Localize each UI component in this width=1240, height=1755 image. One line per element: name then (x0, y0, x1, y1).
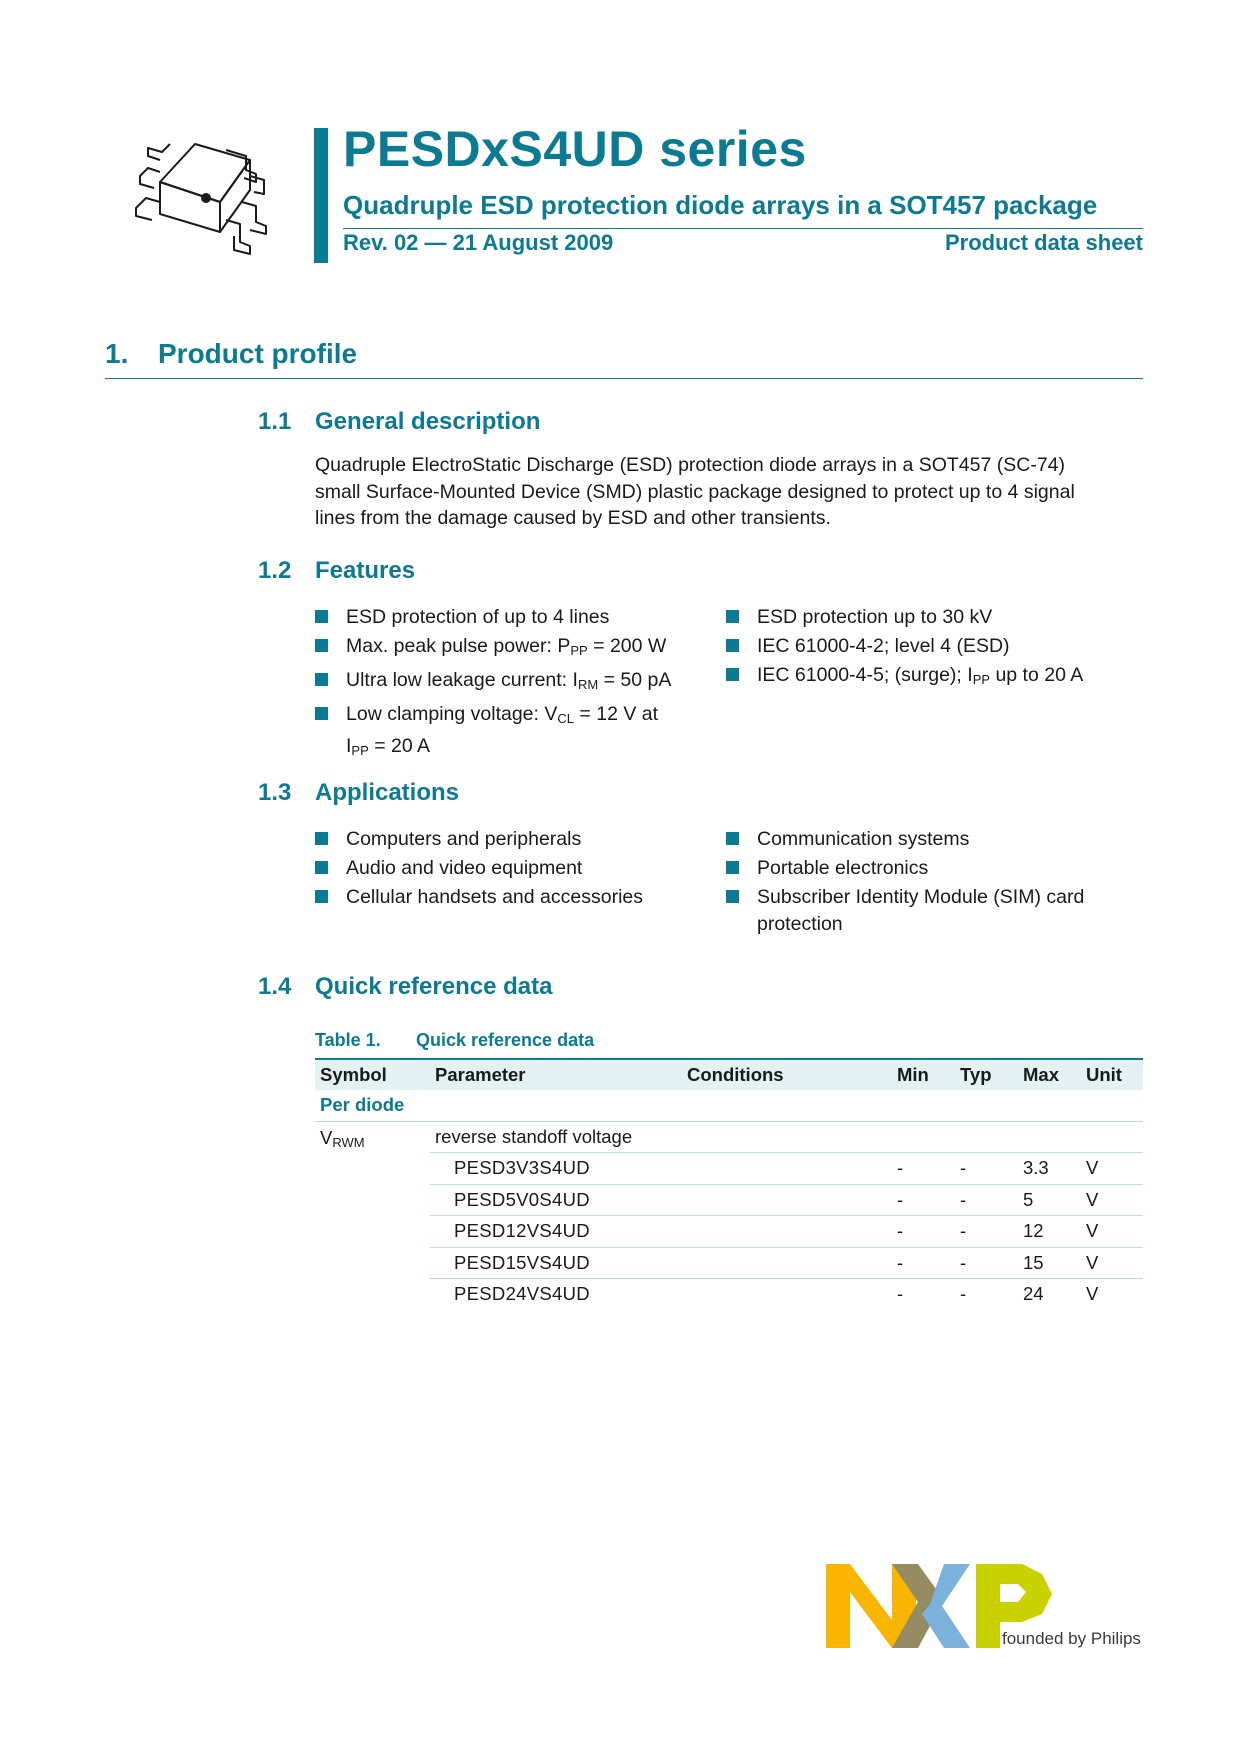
unit-cell: V (1081, 1184, 1143, 1216)
subsection-title-applications: Applications (315, 779, 460, 806)
typ-cell: - (955, 1216, 1018, 1248)
general-description-paragraph (315, 452, 1145, 532)
paragraph-line: small Surface-Mounted Device (SMD) plastic package designed to protect up to 4 signal (315, 480, 1075, 503)
min-cell: - (892, 1216, 955, 1248)
table-row (315, 1121, 1143, 1153)
title-accent-bar (314, 128, 328, 263)
min-cell: - (892, 1247, 955, 1279)
applications-list-right (726, 826, 1146, 940)
logo-tagline: founded by Philips (1002, 1629, 1141, 1648)
column-header: Max (1018, 1059, 1081, 1090)
feature-item: IEC 61000-4-5; (surge); $I_{PP}$ up to 20 A (726, 662, 1146, 694)
column-header: Symbol (315, 1059, 430, 1090)
column-header: Typ (955, 1059, 1018, 1090)
device-cell: PESD5V0S4UD (430, 1184, 682, 1216)
table-row (315, 1184, 1143, 1216)
typ-cell: - (955, 1247, 1018, 1279)
application-item: Audio and video equipment (315, 855, 715, 882)
table-row (315, 1216, 1143, 1248)
column-header: Min (892, 1059, 955, 1090)
document-title: PESDxS4UD series (343, 121, 807, 177)
application-item: Communication systems (726, 826, 1146, 853)
application-item: Subscriber Identity Module (SIM) card protection (726, 884, 1146, 937)
column-header: Unit (1081, 1059, 1143, 1090)
bullet-square-icon (726, 610, 739, 623)
typ-cell: - (955, 1153, 1018, 1185)
max-cell: 15 (1018, 1247, 1081, 1279)
device-cell: PESD12VS4UD (430, 1216, 682, 1248)
nxp-logo (826, 1564, 1146, 1660)
subsection-number: 1.1 (258, 408, 292, 435)
conditions-cell (682, 1279, 892, 1310)
document-type: Product data sheet (944, 230, 1143, 255)
bullet-square-icon (726, 668, 739, 681)
feature-item: ESD protection up to 30 kV (726, 604, 1146, 631)
max-cell: 5 (1018, 1184, 1081, 1216)
table-caption-title: Quick reference data (416, 1030, 595, 1050)
applications-list-left (315, 826, 715, 913)
table-row (315, 1247, 1143, 1279)
feature-item: Low clamping voltage: $V_{CL} = 12$ V at $I_{PP} = 20$ A (315, 701, 715, 764)
min-cell: - (897, 1283, 904, 1305)
application-item: Cellular handsets and accessories (315, 884, 715, 911)
device-cell: PESD3V3S4UD (430, 1153, 682, 1185)
bullet-square-icon (726, 639, 739, 652)
paragraph-line: lines from the damage caused by ESD and other transients. (315, 507, 831, 529)
min-cell: - (892, 1153, 955, 1185)
unit-cell: V (1081, 1216, 1143, 1248)
column-header: Conditions (682, 1059, 892, 1090)
table-row (315, 1279, 1143, 1310)
min-cell: - (892, 1184, 955, 1216)
subsection-number: 1.4 (258, 973, 292, 1000)
subsection-title-features: Features (315, 557, 416, 584)
section-divider (105, 378, 1143, 379)
table-group-row (315, 1090, 1143, 1121)
unit-cell: V (1081, 1153, 1143, 1185)
section-number: 1. (105, 338, 129, 369)
max-cell: 24 (1023, 1283, 1044, 1305)
header-divider (343, 228, 1143, 229)
feature-item: IEC 61000-4-2; level 4 (ESD) (726, 633, 1146, 660)
conditions-cell (682, 1247, 892, 1279)
table-header-row (315, 1059, 1143, 1090)
quick-reference-table (315, 1058, 1143, 1310)
sot457-package-illustration (130, 132, 290, 262)
application-item: Computers and peripherals (315, 826, 715, 853)
max-cell: 3.3 (1018, 1153, 1081, 1185)
feature-item: Max. peak pulse power: $P_{PP} = 200$ W (315, 633, 715, 665)
group-label: Per diode (315, 1090, 1143, 1121)
features-list-left (315, 604, 715, 767)
column-header: Parameter (430, 1059, 682, 1090)
device-cell: PESD15VS4UD (430, 1247, 682, 1279)
feature-item: Ultra low leakage current: $I_{RM} = 50$ pA (315, 667, 715, 699)
parameter-cell: reverse standoff voltage (430, 1121, 1143, 1153)
feature-item: ESD protection of up to 4 lines (315, 604, 715, 631)
revision-date: Rev. 02 — 21 August 2009 (343, 230, 614, 255)
typ-cell: - (955, 1184, 1018, 1216)
conditions-cell (682, 1216, 892, 1248)
table-row (315, 1153, 1143, 1185)
section-title: Product profile (158, 338, 358, 369)
bullet-square-icon (315, 861, 328, 874)
bullet-square-icon (726, 861, 739, 874)
bullet-square-icon (315, 610, 328, 623)
paragraph-line: Quadruple ElectroStatic Discharge (ESD) protection diode arrays in a SOT457 (SC-74) (315, 454, 1065, 476)
conditions-cell (682, 1153, 892, 1185)
symbol-cell: $V_{RWM}$ (320, 1126, 365, 1150)
bullet-square-icon (315, 832, 328, 845)
bullet-square-icon (726, 890, 739, 903)
typ-cell: - (960, 1283, 967, 1305)
conditions-cell (682, 1184, 892, 1216)
subsection-title-general-description: General description (315, 408, 541, 435)
bullet-square-icon (315, 890, 328, 903)
features-list-right (726, 604, 1146, 696)
table-caption-number: Table 1. (315, 1030, 381, 1050)
bullet-square-icon (726, 832, 739, 845)
bullet-square-icon (315, 673, 328, 686)
document-subtitle: Quadruple ESD protection diode arrays in a SOT457 package (343, 190, 1098, 220)
subsection-title-quick-reference: Quick reference data (315, 973, 553, 1000)
application-item: Portable electronics (726, 855, 1146, 882)
max-cell: 12 (1018, 1216, 1081, 1248)
subsection-number: 1.3 (258, 779, 292, 806)
device-cell: PESD24VS4UD (454, 1283, 590, 1305)
subsection-number: 1.2 (258, 557, 292, 584)
unit-cell: V (1081, 1247, 1143, 1279)
bullet-square-icon (315, 707, 328, 720)
bullet-square-icon (315, 639, 328, 652)
unit-cell: V (1086, 1283, 1099, 1305)
